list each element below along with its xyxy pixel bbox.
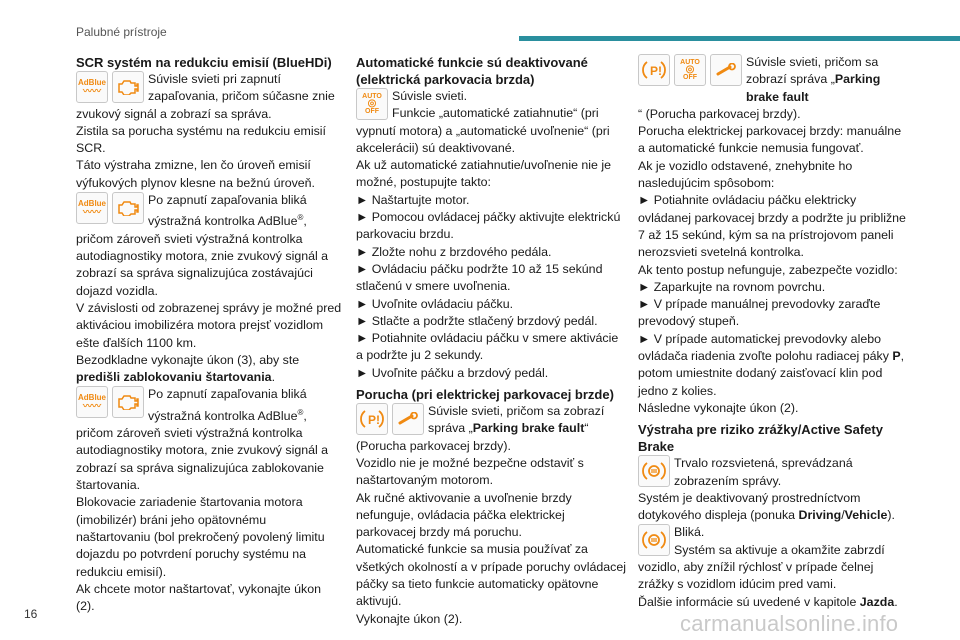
engine-warning-icon	[112, 71, 144, 103]
section-heading-auto-functions: Automatické funkcie sú deaktivované (elektrická parkovacia brzda)	[356, 55, 588, 87]
column-parking-brake: Automatické funkcie sú deaktivované (elektrická parkovacia brzda) AUTO ◎ OFF Súvisle svieti. Funkcie „automatické zatiahnutie“ (pri vypnutí motora) a „automatické uvoľnenie“ (pri akcelerácii) sú deaktivované. Ak už automatické zatiahnutie/uvoľnenie nie je možné, postupujte takto: ► Naštartujte motor. ► Pomocou ovládacej páčky aktivujte elektrickú parkovaciu brzdu. ► Zložte nohu z brzdového pedála. ► Ovládaciu páčku podržte 10 až 15 sekúnd stlačenú v smere uvoľnenia. ► Uvoľnite ovládaciu páčku. ► Stlačte a podržte stlačený brzdový pedál. ► Potiahnite ovládaciu páčku v smere aktivácie a podržte ju 2 sekundy. ► Uvoľnite páčku a brzdový pedál. Porucha (pri elektrickej parkovacej brzde) P! Súvisle svieti, pričom sa zobrazí správa „Parking brake fault“ (Porucha parkovacej brzdy). Vozidlo nie je možné bezpečne odstaviť s naštartovaným motorom. Ak ručné aktivovanie a uvoľnenie brzdy nefunguje, ovládacia páčka elektrickej parkovacej brzdy má poruchu. Automatické funkcie sa musia používať za všetkých okolností a v prípade poruchy ovládacej páčky sa tieto funkcie automaticky opätovne aktivujú. Vykonajte úkon (2).	[356, 55, 626, 626]
auto-off-icon: AUTO ◎ OFF	[356, 88, 388, 120]
warning-entry-adblue-block: AdBlue 〰〰 Po zapnutí zapaľovania bliká výstražná kontrolka AdBlue®,	[78, 387, 307, 423]
svg-text:P!: P!	[650, 64, 662, 78]
step-item: ► Pomocou ovládacej páčky aktivujte elektrickú parkovaciu brzdu.	[356, 210, 621, 242]
step-item: ► Naštartujte motor.	[356, 192, 470, 207]
parking-brake-fault-icon	[356, 403, 388, 435]
wrench-icon	[392, 403, 424, 435]
step-item: ► Zložte nohu z brzdového pedála.	[356, 244, 552, 259]
warning-entry-collision-steady: Trvalo rozsvietená, sprevádzaná zobrazením správy.	[638, 455, 908, 490]
page-header-title: Palubné prístroje	[76, 25, 167, 39]
adblue-icon: AdBlue 〰〰	[76, 71, 108, 103]
wrench-icon	[710, 54, 742, 86]
warning-entry-adblue-steady: AdBlue 〰〰 Súvisle svieti pri zapnutí zapaľovania, pričom súčasne znie	[78, 72, 335, 104]
step-item: ► V prípade manuálnej prevodovky zaraďte prevodový stupeň.	[638, 297, 881, 329]
step-item: ► Ovládaciu páčku podržte 10 až 15 sekúnd stlačenú v smere uvoľnenia.	[356, 261, 603, 294]
watermark: carmanualsonline.info	[680, 611, 899, 636]
adblue-icon: AdBlue 〰〰	[76, 192, 108, 224]
section-heading-scr: SCR systém na redukciu emisií (BlueHDi)	[76, 55, 332, 70]
step-item: ► Potiahnite ovládaciu páčku elektricky ovládanej parkovacej brzdy a podržte ju približne 7 až 15 sekúnd, kým sa na prístrojovom paneli nerozsvieti svetelná kontrolka.	[638, 193, 906, 260]
engine-warning-icon	[112, 192, 144, 224]
warning-entry-auto-off: AUTO ◎ OFF Súvisle svieti. Funkcie „automatické zatiahnutie“ (pri	[356, 88, 628, 123]
section-heading-fault: Porucha (pri elektrickej parkovacej brzde)	[356, 387, 614, 403]
svg-text:P!: P!	[368, 413, 380, 428]
warning-entry-brake-fault: P! Súvisle svieti, pričom sa zobrazí správa „Parking brake fault“	[356, 403, 628, 438]
step-item: ► Potiahnite ovládaciu páčku v smere aktivácie a podržte ju 2 sekundy.	[356, 331, 619, 363]
step-item: ► Uvoľnite páčku a brzdový pedál.	[356, 365, 549, 380]
warning-entry-adblue-flash: AdBlue 〰〰 Po zapnutí zapaľovania bliká výstražná kontrolka AdBlue®,	[78, 193, 307, 229]
column-adblue: SCR systém na redukciu emisií (BlueHDi) AdBlue 〰〰 Súvisle svieti pri zapnutí zapaľovania, pričom súčasne znie zvukový signál a zobrazí sa správa. Zistila sa porucha systému na redukciu emisií SCR. Táto výstraha zmizne, len čo úroveň emisií výfukových plynov klesne na bežnú úroveň. AdBlue 〰〰 Po zapnutí zapaľovania bliká výstražná kontrolka AdBlue®, pričom zároveň svieti výstražná kontrolka autodiagnostiky motora, znie zvukový signál a zobrazí sa správa signalizujúca zostávajúci dojazd vozidla. V závislosti od zobrazenej správy je možné pred aktiváciou imobilizéra motora prejsť vozidlom ešte ďalších 1100 km. Bezodkladne vykonajte úkon (3), aby ste predišli zablokovaniu štartovania. AdBlue 〰〰 Po zapnutí zapaľovania bliká výstražná kontrolka AdBlue®, pričom zároveň svieti výstražná kontrolka autodiagnostiky motora, znie zvukový signál a zobrazí sa správa signalizujúca zablokovanie štartovania. Blokovacie zariadenie štartovania motora (imobilizér) bráni jeho opätovnému naštartovaniu (bol prekročený povolený limitu dojazdu po potvrdení poruchy systému na redukciu emisií). Ak chcete motor naštartovať, vykonajte úkon (2).	[76, 55, 342, 614]
step-item: ► Uvoľnite ovládaciu páčku.	[356, 296, 514, 311]
warning-entry-brake-fault-combo: P! AUTO ◎ OFF Súvisle svieti, pričom sa zobrazí správa „Parking brake fault	[638, 54, 908, 106]
header-accent-bar	[519, 36, 960, 41]
page-number: 16	[24, 607, 38, 621]
step-item: ► Zaparkujte na rovnom povrchu.	[638, 279, 826, 294]
section-heading-collision: Výstraha pre riziko zrážky/Active Safety Brake	[638, 422, 883, 455]
collision-alert-icon	[638, 524, 670, 556]
auto-off-icon: AUTO ◎ OFF	[674, 54, 706, 86]
adblue-icon: AdBlue 〰〰	[76, 386, 108, 418]
collision-alert-icon	[638, 455, 670, 487]
warning-entry-collision-flash: Bliká. Systém sa aktivuje a okamžite zabrzdí	[638, 524, 908, 559]
column-brake-safety: P! AUTO ◎ OFF Súvisle svieti, pričom sa zobrazí správa „Parking brake fault “ (Porucha parkovacej brzdy). Porucha elektrickej parkovacej brzdy: manuálne a automatické funkcie nemusia fungovať. Ak je vozidlo odstavené, znehybnite ho nasledujúcim spôsobom: ► Potiahnite ovládaciu páčku elektricky ovládanej parkovacej brzdy a podržte ju približne 7 až 15 sekúnd, kým sa na prístrojovom paneli nerozsvieti svetelná kontrolka. Ak tento postup nefunguje, zabezpečte vozidlo: ► Zaparkujte na rovnom povrchu. ► V prípade manuálnej prevodovky zaraďte prevodový stupeň. ► V prípade automatickej prevodovky alebo ovládača riadenia zvoľte polohu radiacej páky P, potom umiestnite dodaný zaisťovací klin pod jedno z kolies. Následne vykonajte úkon (2). Výstraha pre riziko zrážky/Active Safety Brake Trvalo rozsvietená, sprevádzaná zobrazením správy. Systém je deaktivovaný prostredníctvom dotykového displeja (ponuka Driving/Vehicle). Bliká. Systém sa aktivuje a okamžite zabrzdí vozidlo, aby znížil rýchlosť v prípade čelnej zrážky s vozidlom idúcim pred vami. Ďalšie informácie sú uvedené v kapitole Jazda.	[638, 54, 908, 611]
step-item: ► Stlačte a podržte stlačený brzdový pedál.	[356, 313, 598, 328]
parking-brake-fault-icon	[638, 54, 670, 86]
engine-warning-icon	[112, 386, 144, 418]
